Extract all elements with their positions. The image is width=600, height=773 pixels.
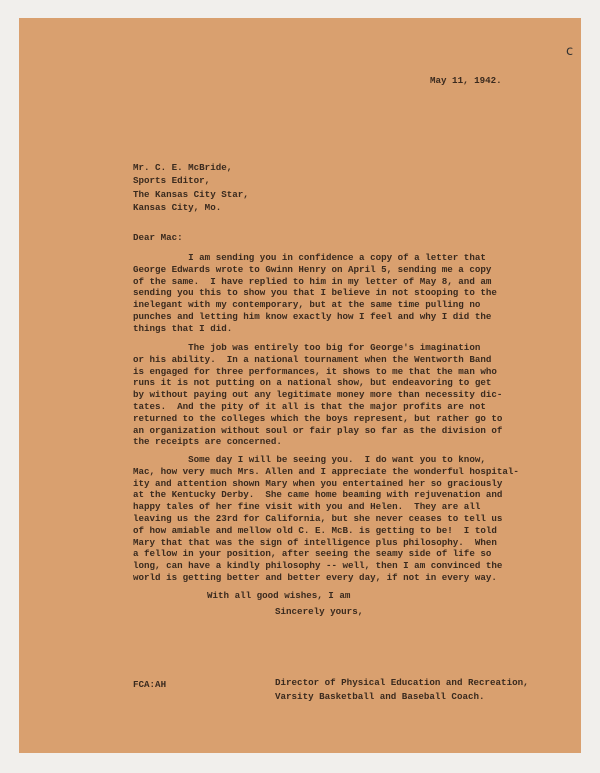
text-line: the receipts are concerned. xyxy=(133,436,282,448)
paragraph-3 xyxy=(133,454,519,584)
address-line: Mr. C. E. McBride, xyxy=(133,161,233,173)
closing-wish: With all good wishes, I am xyxy=(207,590,351,601)
text-line: things that I did. xyxy=(133,322,233,334)
text-line: The job was entirely too big for George's imagination xyxy=(133,342,481,353)
text-line: world is getting better and better every day, if not in every way. xyxy=(133,571,497,583)
text-line: Mary that that was the sign of intelligence plus philosophy. When xyxy=(133,536,497,548)
address-line: Kansas City, Mo. xyxy=(133,202,222,213)
closing: Sincerely yours, xyxy=(275,606,364,617)
address-line: Sports Editor, xyxy=(133,175,211,186)
text-line: of the same. I have replied to him in my letter of May 8, and am xyxy=(133,275,492,287)
text-line: Some day I will be seeing you. I do want you to know, xyxy=(133,454,486,465)
text-line: an organization without soul or fair play so far as the division of xyxy=(133,424,503,436)
text-line: at the Kentucky Derby. She came home beaming with rejuvenation and xyxy=(133,489,503,501)
text-line: tates. And the pity of it all is that the major profits are not xyxy=(133,400,486,412)
paragraph-2 xyxy=(133,342,502,448)
title-line: Varsity Basketball and Baseball Coach. xyxy=(275,691,485,702)
text-line: of how amiable and mellow old C. E. McB. is getting to be! I told xyxy=(133,524,497,536)
paragraph-1 xyxy=(133,252,497,335)
letter-date: May 11, 1942. xyxy=(430,75,502,86)
text-line: is engaged for three performances, it shows to me that the man who xyxy=(133,365,497,377)
address-line: The Kansas City Star, xyxy=(133,188,249,200)
text-line: returned to the colleges which the boys represent, but rather go to xyxy=(133,412,503,424)
salutation: Dear Mac: xyxy=(133,232,183,243)
text-line: George Edwards wrote to Gwinn Henry on April 5, sending me a copy xyxy=(133,263,492,275)
title-line: Director of Physical Education and Recreation, xyxy=(275,677,529,688)
text-line: I am sending you in confidence a copy of a letter that xyxy=(133,252,486,263)
text-line: punches and letting him know exactly how I feel and why I did the xyxy=(133,310,492,322)
initials: FCA:AH xyxy=(133,679,167,690)
text-line: long, can have a kindly philosophy -- well, then I am convinced the xyxy=(133,560,503,572)
text-line: a fellow in your position, after seeing the seamy side of life so xyxy=(133,548,492,560)
recipient-address xyxy=(133,147,249,228)
text-line: ity and attention shown Mary when you entertained her so graciously xyxy=(133,477,503,489)
text-line: Mac, how very much Mrs. Allen and I appreciate the wonderful hospital- xyxy=(133,465,519,477)
signature-title xyxy=(275,662,529,718)
text-line: sending you this to show you that I believe in not stooping to the xyxy=(133,287,497,299)
text-line: inelegant with my contemporary, but at the same time pulling no xyxy=(133,299,481,311)
text-line: leaving us the 23rd for California, but she never ceases to tell us xyxy=(133,512,503,524)
text-line: happy tales of her fine visit with you and Helen. They are all xyxy=(133,501,481,513)
text-line: or his ability. In a national tournament when the Wentworth Band xyxy=(133,353,492,365)
corner-mark: c xyxy=(566,44,574,59)
text-line: runs it is not putting on a national show, but endeavoring to get xyxy=(133,377,492,389)
text-line: by without paying out any legitimate money more than necessity dic- xyxy=(133,389,503,401)
